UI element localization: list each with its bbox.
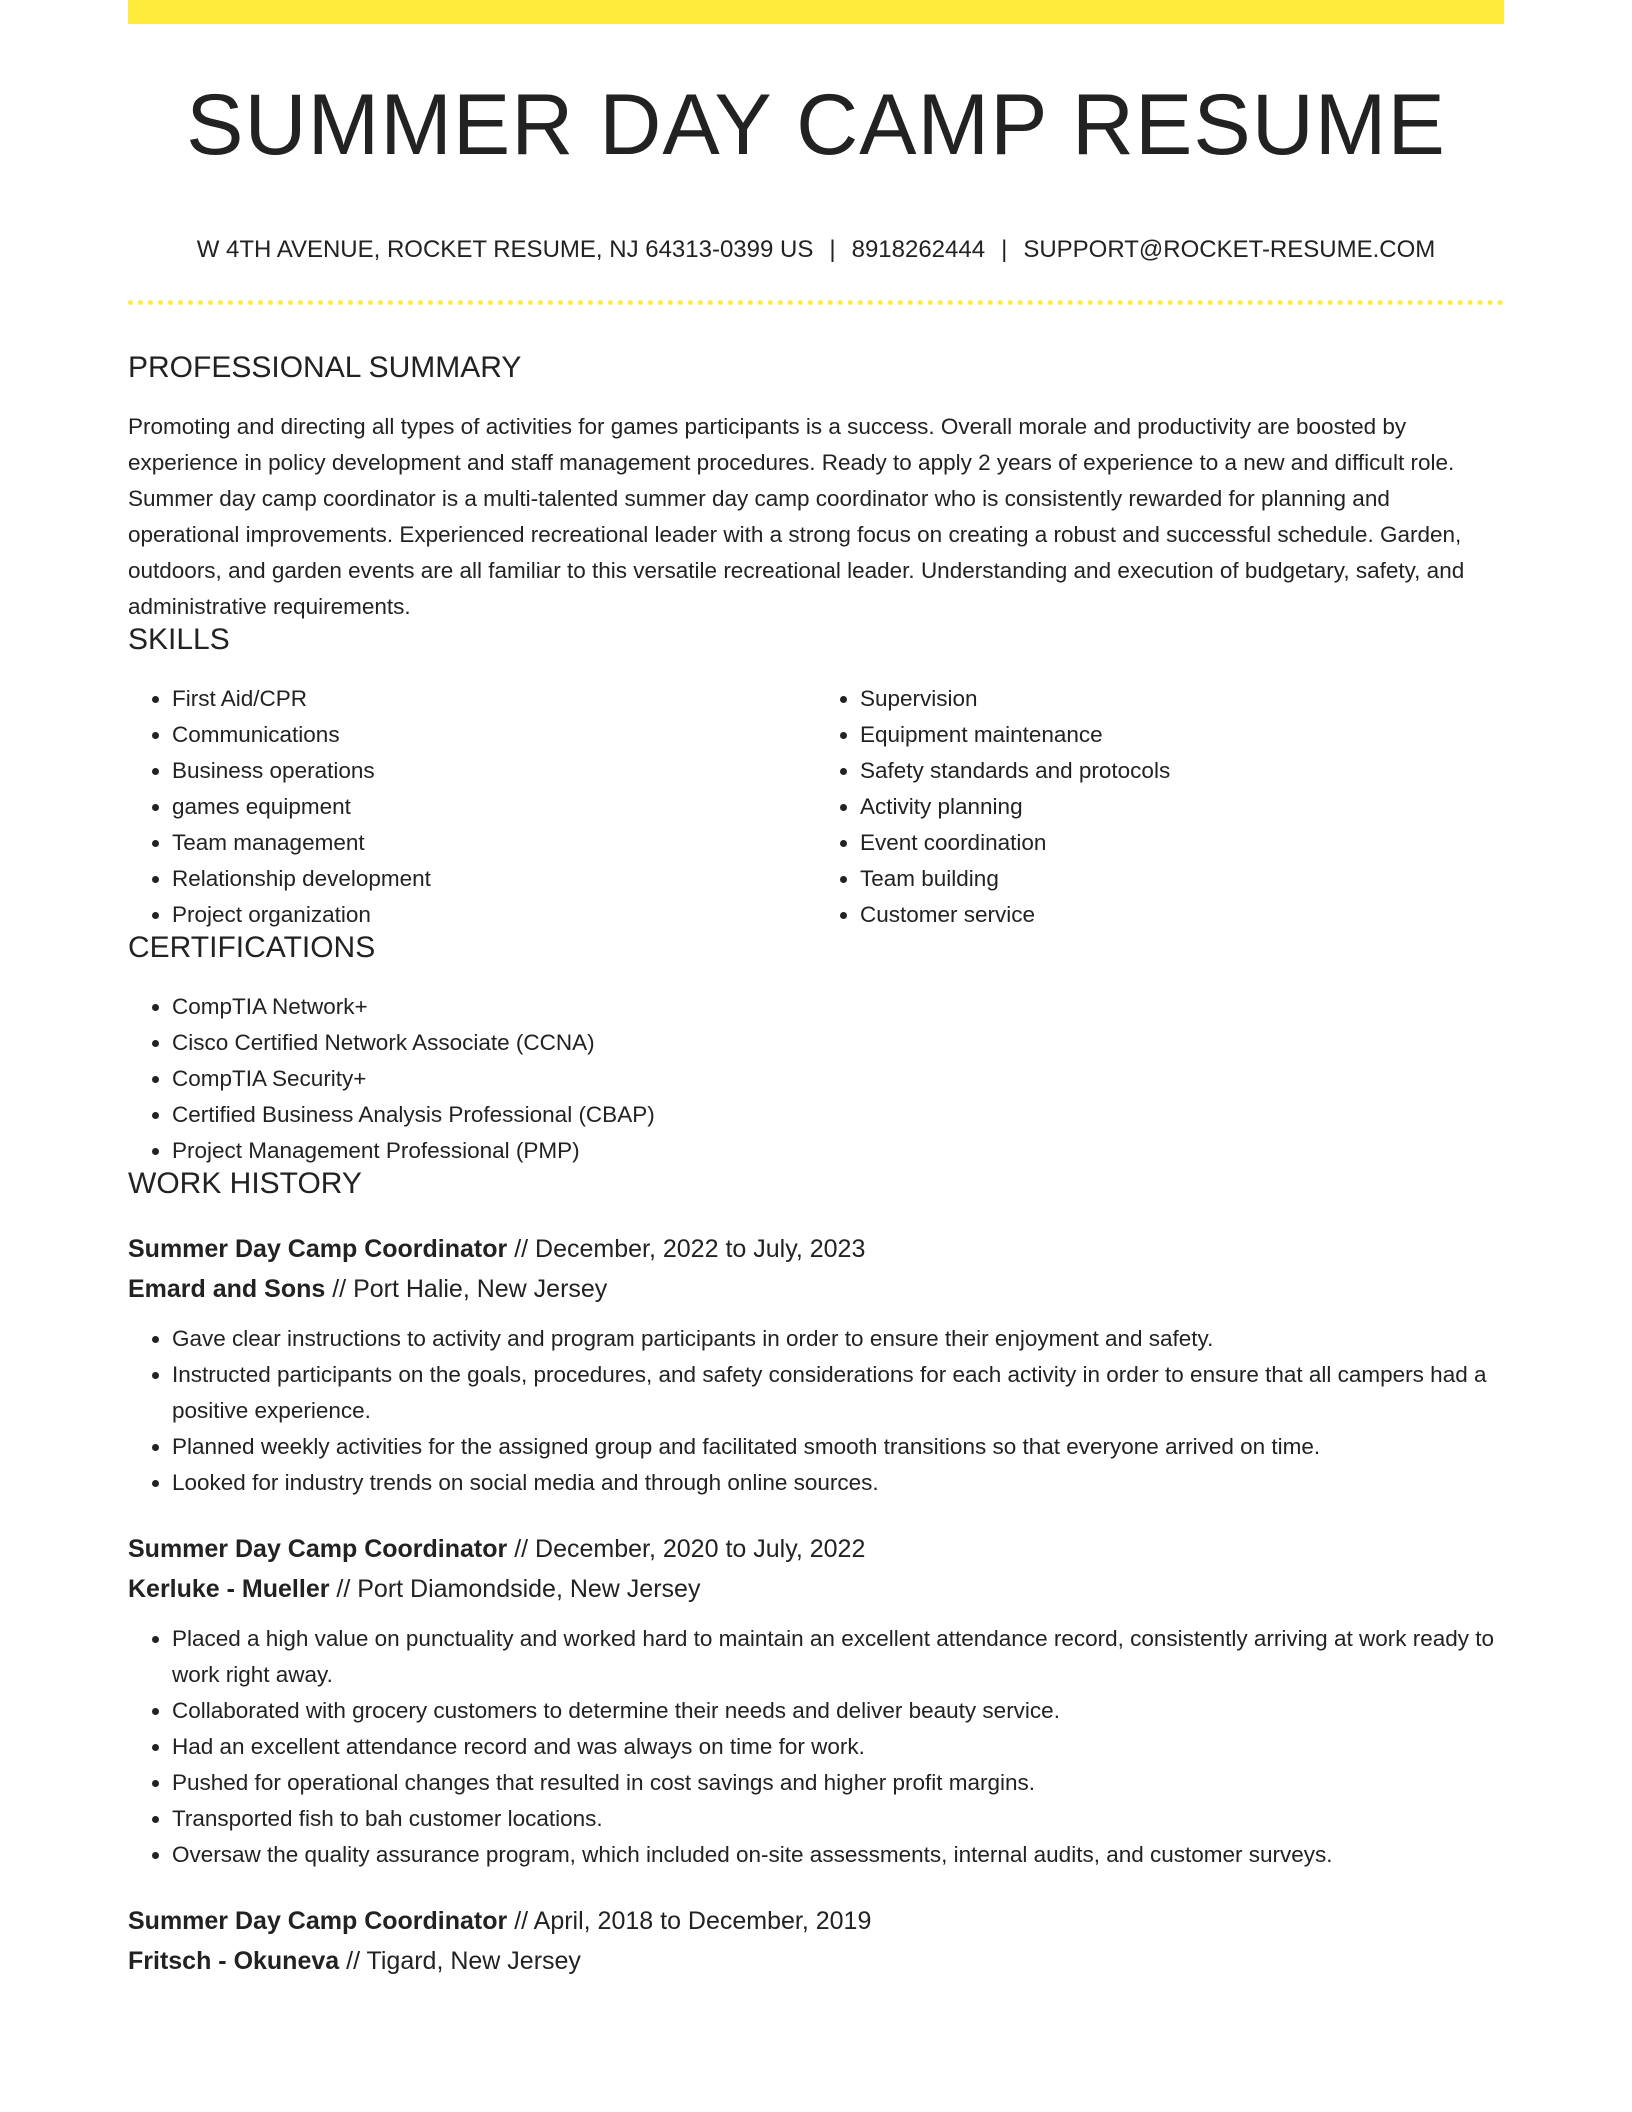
summary-heading: PROFESSIONAL SUMMARY [128,351,522,384]
job-dates: December, 2020 to July, 2022 [535,1535,866,1563]
job-company: Emard and Sons [128,1275,326,1303]
contact-address: W 4TH AVENUE, ROCKET RESUME, NJ 64313-0399 US [196,236,814,263]
job-bullet: • Looked for industry trends on social media and through online sources. [172,1465,1504,1501]
job-company-line [128,1569,1504,1609]
job-title: Summer Day Camp Coordinator [128,1535,508,1563]
dotted-divider [128,300,1504,305]
job-title-line [128,1529,1504,1569]
job-title: Summer Day Camp Coordinator [128,1907,508,1935]
job-divider: // [507,1535,536,1563]
resume-page [128,0,1504,1981]
job-bullet: • Instructed participants on the goals, procedures, and safety considerations for each activity in order to ensure that all campers had a positive experience. [172,1357,1504,1429]
job-company-line [128,1941,1504,1981]
certification-item: • Cisco Certified Network Associate (CCNA) [172,1025,1504,1061]
job-entry [128,1229,1504,1501]
job-title-line [128,1229,1504,1269]
job-divider: // [507,1907,534,1935]
contact-separator: | [829,236,836,263]
contact-separator: | [1001,236,1008,263]
skill-item: • Activity planning [860,789,1504,825]
certification-item: • CompTIA Security+ [172,1061,1504,1097]
job-bullet: • Transported fish to bah customer locations. [172,1801,1504,1837]
job-company-line [128,1269,1504,1309]
skill-item: • Supervision [860,681,1504,717]
job-bullet: • Collaborated with grocery customers to determine their needs and deliver beauty service. [172,1693,1504,1729]
job-company: Fritsch - Okuneva [128,1947,340,1975]
job-divider: // [329,1575,358,1603]
job-dates: April, 2018 to December, 2019 [533,1907,872,1935]
skill-item: • Relationship development [172,861,816,897]
job-dates: December, 2022 to July, 2023 [535,1235,866,1263]
skill-item: • Business operations [172,753,816,789]
certification-item: • Project Management Professional (PMP) [172,1133,1504,1169]
job-title-line [128,1901,1504,1941]
accent-top-bar [128,0,1504,24]
skill-item: • Equipment maintenance [860,717,1504,753]
contact-email: SUPPORT@ROCKET-RESUME.COM [1023,236,1436,263]
job-bullet: • Oversaw the quality assurance program, which included on-site assessments, internal audits, and customer surveys. [172,1837,1504,1873]
skill-item: • Safety standards and protocols [860,753,1504,789]
job-bullet: • Gave clear instructions to activity and program participants in order to ensure their enjoyment and safety. [172,1321,1504,1357]
job-location: Tigard, New Jersey [366,1947,581,1975]
skill-item: • First Aid/CPR [172,681,816,717]
certifications-heading: CERTIFICATIONS [128,931,376,964]
job-bullet: • Pushed for operational changes that resulted in cost savings and higher profit margins. [172,1765,1504,1801]
job-bullet: • Had an excellent attendance record and was always on time for work. [172,1729,1504,1765]
skills-columns [128,681,1504,933]
job-company: Kerluke - Mueller [128,1575,330,1603]
job-divider: // [507,1235,536,1263]
job-title: Summer Day Camp Coordinator [128,1235,508,1263]
skill-item: • Team management [172,825,816,861]
resume-title: SUMMER DAY CAMP RESUME [186,77,1446,173]
skill-item: • Team building [860,861,1504,897]
skill-item: • Project organization [172,897,816,933]
certification-item: • Certified Business Analysis Professional (CBAP) [172,1097,1504,1133]
job-bullet: • Placed a high value on punctuality and worked hard to maintain an excellent attendance record, consistently arriving at work ready to work right away. [172,1621,1504,1693]
contact-line [128,238,1504,262]
job-entry [128,1529,1504,1873]
job-divider: // [339,1947,367,1975]
skills-left-list [128,681,816,933]
job-entry [128,1901,1504,1981]
skills-right-list [816,681,1504,933]
work-history-heading: WORK HISTORY [128,1167,362,1200]
skill-item: • Customer service [860,897,1504,933]
certification-item: • CompTIA Network+ [172,989,1504,1025]
job-bullet: • Planned weekly activities for the assigned group and facilitated smooth transitions so that everyone arrived on time. [172,1429,1504,1465]
certifications-list [128,989,1504,1169]
skill-item: • games equipment [172,789,816,825]
skills-heading: SKILLS [128,623,230,656]
job-location: Port Diamondside, New Jersey [357,1575,701,1603]
skill-item: • Communications [172,717,816,753]
job-bullets [128,1621,1504,1873]
job-divider: // [325,1275,354,1303]
job-location: Port Halie, New Jersey [353,1275,608,1303]
contact-phone: 8918262444 [851,236,986,263]
summary-text: Promoting and directing all types of activities for games participants is a success. Overall morale and productivity are boosted by experience in policy development and staff management procedures. Ready to apply 2 years of experience to a new and difficult role. Summer day camp coordinator is a multi-talented summer day camp coordinator who is consistently rewarded for planning and operational improvements. Experienced recreational leader with a strong focus on creating a robust and successful schedule. Garden, outdoors, and garden events are all familiar to this versatile recreational leader. Understanding and execution of budgetary, safety, and administrative requirements. [128,414,1465,619]
job-bullets [128,1321,1504,1501]
skill-item: • Event coordination [860,825,1504,861]
